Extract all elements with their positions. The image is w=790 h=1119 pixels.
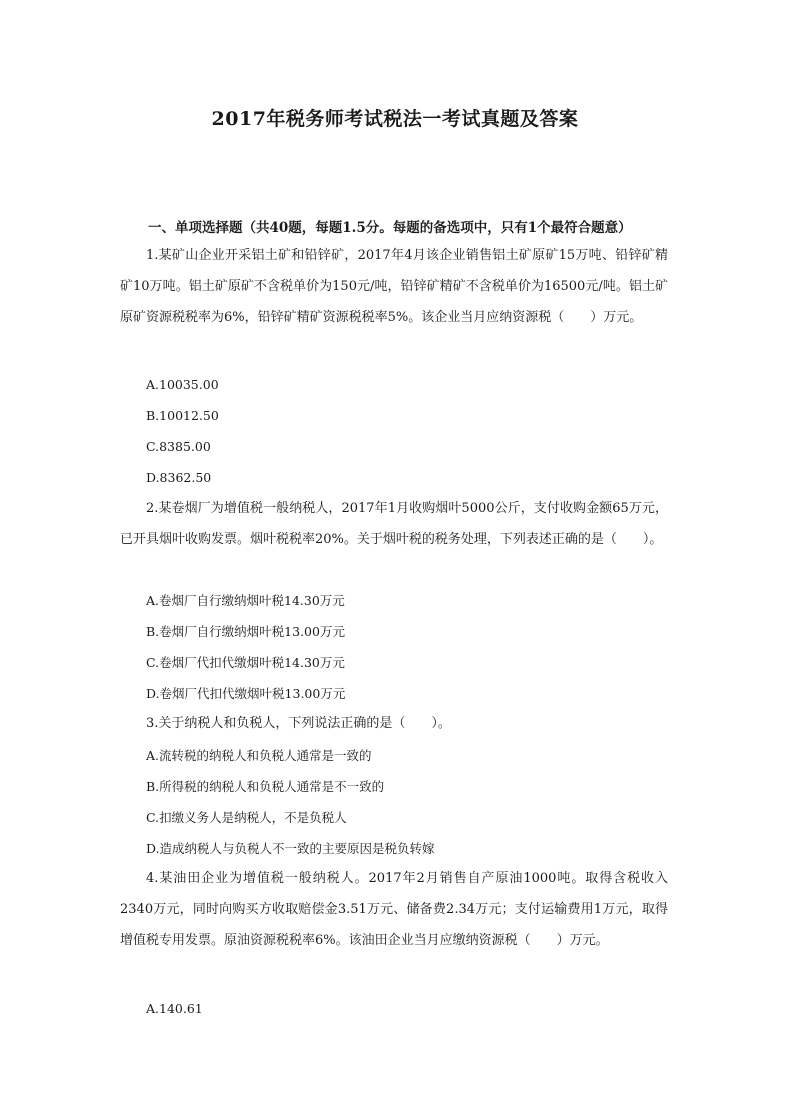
question-1-option-b: B.10012.50 bbox=[146, 408, 219, 423]
question-2-option-c: C.卷烟厂代扣代缴烟叶税14.30万元 bbox=[146, 655, 345, 670]
question-4-option-a: A.140.61 bbox=[146, 1001, 203, 1016]
question-2-stem bbox=[120, 493, 668, 555]
question-3-option-b: B.所得税的纳税人和负税人通常是不一致的 bbox=[146, 779, 385, 794]
question-1-text: 1.某矿山企业开采铝土矿和铅锌矿，2017年4月该企业销售铝土矿原矿15万吨、铅锌矿精矿10万吨。铝土矿原矿不含税单价为150元/吨，铅锌矿精矿不含税单价为16500元/吨。铝土矿原矿资源税税率为6%，铅锌矿精矿资源税税率5%。该企业当月应纳资源税（ ）万元。 bbox=[120, 248, 668, 325]
question-2-option-b: B.卷烟厂自行缴纳烟叶税13.00万元 bbox=[146, 624, 345, 639]
question-3-option-a: A.流转税的纳税人和负税人通常是一致的 bbox=[146, 748, 372, 763]
document-title: 2017年税务师考试税法一考试真题及答案 bbox=[211, 108, 579, 130]
question-1-stem bbox=[120, 240, 668, 333]
question-1-option-a: A.10035.00 bbox=[146, 377, 219, 392]
question-2-option-d: D.卷烟厂代扣代缴烟叶税13.00万元 bbox=[146, 686, 346, 701]
question-4-text: 4.某油田企业为增值税一般纳税人。2017年2月销售自产原油1000吨。取得含税收入2340万元，同时向购买方收取赔偿金3.51万元、储备费2.34万元；支付运输费用1万元，取得增值税专用发票。原油资源税税率6%。该油田企业当月应缴纳资源税（ ）万元。 bbox=[120, 871, 668, 948]
question-2-option-a: A.卷烟厂自行缴纳烟叶税14.30万元 bbox=[146, 593, 345, 608]
question-2-text: 2.某卷烟厂为增值税一般纳税人，2017年1月收购烟叶5000公斤，支付收购金额65万元，已开具烟叶收购发票。烟叶税税率20%。关于烟叶税的税务处理，下列表述正确的是（ ）。 bbox=[120, 501, 668, 547]
section-heading: 一、单项选择题（共40题，每题1.5分。每题的备选项中，只有1个最符合题意） bbox=[148, 220, 632, 236]
question-3-text: 3.关于纳税人和负税人，下列说法正确的是（ ）。 bbox=[146, 716, 451, 731]
question-1-option-d: D.8362.50 bbox=[146, 470, 212, 485]
question-3-option-c: C.扣缴义务人是纳税人，不是负税人 bbox=[146, 810, 347, 825]
question-3-option-d: D.造成纳税人与负税人不一致的主要原因是税负转嫁 bbox=[146, 841, 435, 856]
question-1-option-c: C.8385.00 bbox=[146, 439, 211, 454]
question-4-stem bbox=[120, 863, 668, 956]
question-3-stem bbox=[120, 708, 668, 739]
